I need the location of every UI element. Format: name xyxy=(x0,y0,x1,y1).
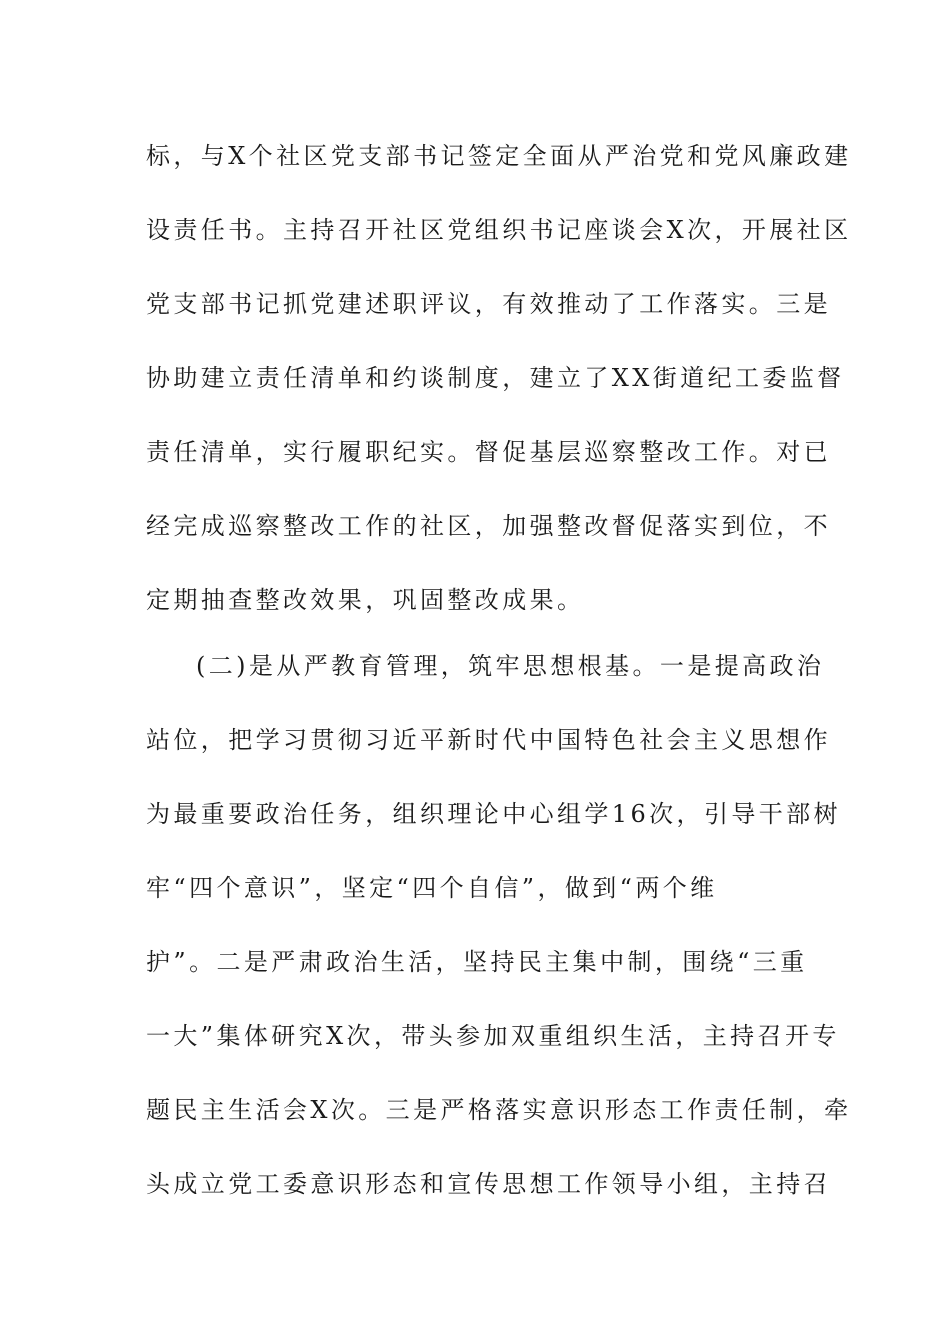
section-heading-line: (二)是从严教育管理，筑牢思想根基。一是提高政治 xyxy=(196,652,825,680)
paragraph-line: 一大”集体研究X次，带头参加双重组织生活，主持召开专 xyxy=(146,1022,840,1050)
paragraph-line: 题民主生活会X次。三是严格落实意识形态工作责任制，牵 xyxy=(146,1096,852,1124)
paragraph-line: 站位，把学习贯彻习近平新时代中国特色社会主义思想作 xyxy=(146,726,831,754)
paragraph-line: 责任清单，实行履职纪实。督促基层巡察整改工作。对已 xyxy=(146,438,831,466)
paragraph-line: 护”。二是严肃政治生活，坚持民主集中制，围绕“三重 xyxy=(146,948,808,976)
paragraph-line: 牢“四个意识”，坚定“四个自信”，做到“两个维 xyxy=(146,874,718,902)
paragraph-line: 定期抽查整改效果，巩固整改成果。 xyxy=(146,586,585,614)
paragraph-line: 经完成巡察整改工作的社区，加强整改督促落实到位，不 xyxy=(146,512,831,540)
paragraph-line: 为最重要政治任务，组织理论中心组学16次，引导干部树 xyxy=(146,800,841,828)
paragraph-line: 头成立党工委意识形态和宣传思想工作领导小组，主持召 xyxy=(146,1170,831,1198)
paragraph-line: 设责任书。主持召开社区党组织书记座谈会X次，开展社区 xyxy=(146,216,852,244)
paragraph-line: 协助建立责任清单和约谈制度，建立了XX街道纪工委监督 xyxy=(146,364,845,392)
paragraph-line: 党支部书记抓党建述职评议，有效推动了工作落实。三是 xyxy=(146,290,831,318)
paragraph-line: 标，与X个社区党支部书记签定全面从严治党和党风廉政建 xyxy=(146,142,852,170)
